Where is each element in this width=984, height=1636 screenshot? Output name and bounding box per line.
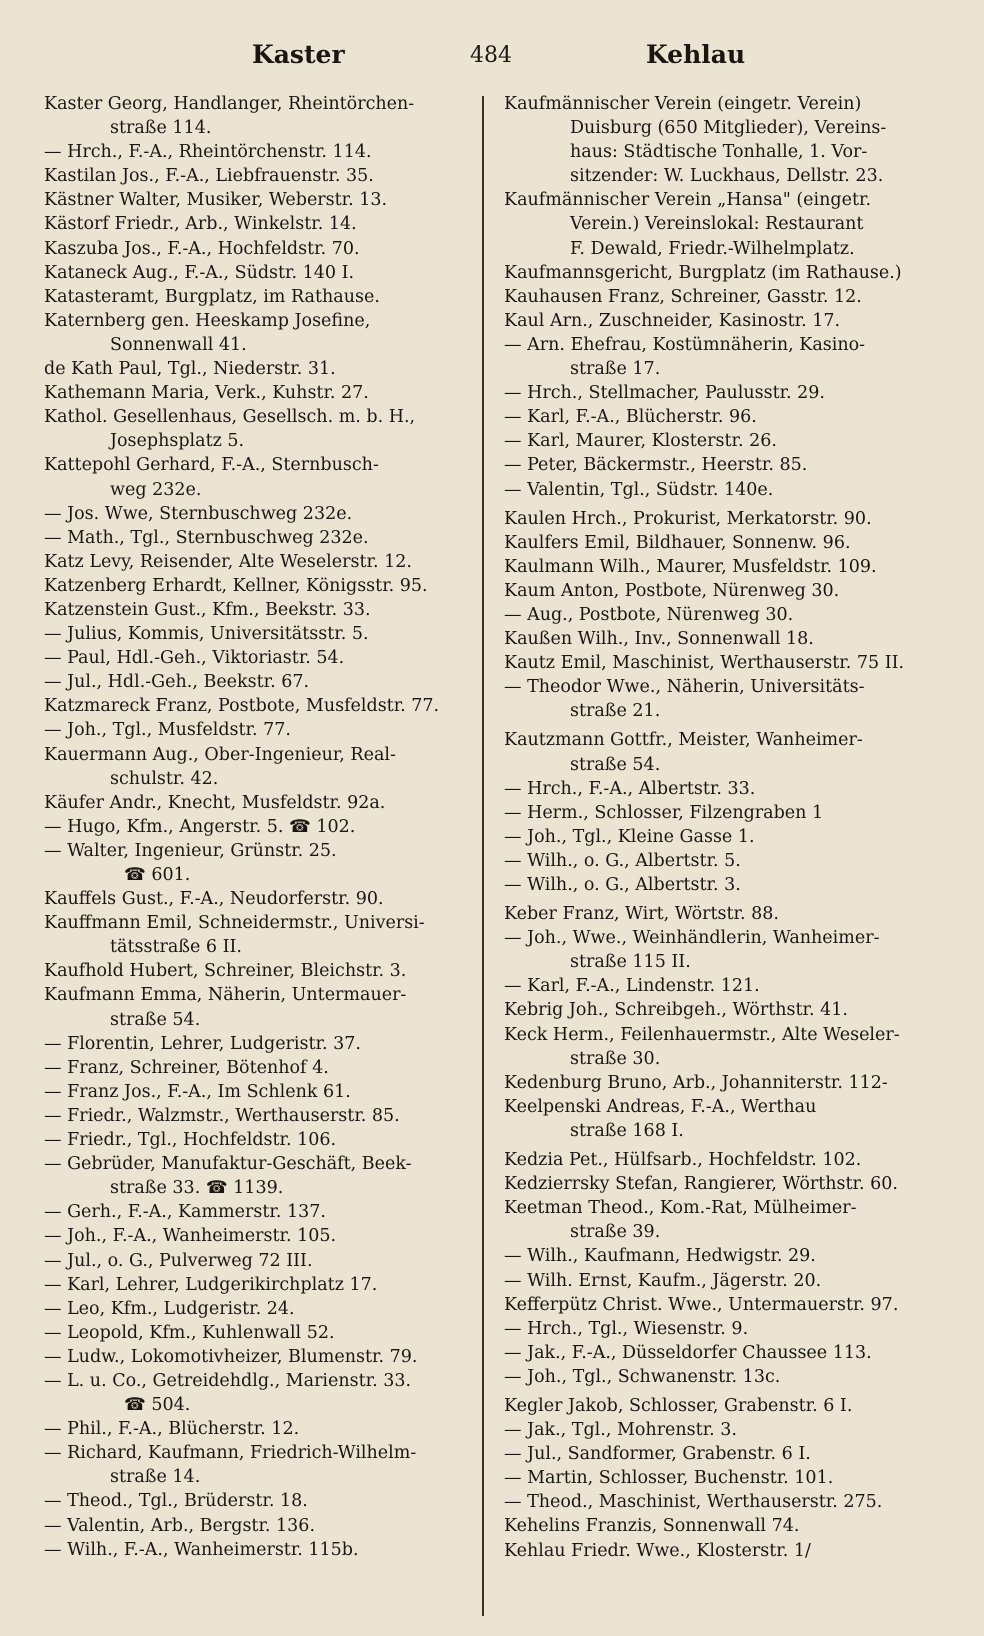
column-divider	[482, 96, 484, 1616]
entry-line: straße 115 II.	[570, 952, 691, 973]
entry-line: Kauermann Aug., Ober-Ingenieur, Real-	[44, 744, 396, 765]
left-column	[44, 92, 476, 1562]
entry-line: Kaum Anton, Postbote, Nürenweg 30.	[504, 580, 840, 601]
entry-line: — L. u. Co., Getreidehdlg., Marienstr. 33.	[44, 1370, 412, 1391]
entry-line: — Jul., Sandformer, Grabenstr. 6 I.	[504, 1444, 811, 1465]
entry-line: Kauffels Gust., F.-A., Neudorferstr. 90.	[44, 889, 384, 910]
entry-line: Kehelins Franzis, Sonnenwall 74.	[504, 1516, 800, 1537]
entry-line: — Jul., o. G., Pulverweg 72 III.	[44, 1250, 313, 1271]
entry-line: Josephsplatz 5.	[110, 431, 245, 452]
entry-line: straße 14.	[110, 1467, 201, 1488]
entry-line: — Florentin, Lehrer, Ludgeristr. 37.	[44, 1033, 361, 1054]
entry-line: straße 168 I.	[570, 1120, 684, 1141]
entry-line: — Richard, Kaufmann, Friedrich-Wilhelm-	[44, 1443, 417, 1464]
entry-line: Kegler Jakob, Schlosser, Grabenstr. 6 I.	[504, 1395, 853, 1416]
entry-line: — Friedr., Tgl., Hochfeldstr. 106.	[44, 1130, 337, 1151]
entry-line: — Wilh., Kaufmann, Hedwigstr. 29.	[504, 1246, 816, 1267]
entry-line: straße 33. ☎ 1139.	[110, 1178, 284, 1199]
entry-line: — Hugo, Kfm., Angerstr. 5. ☎ 102.	[44, 816, 356, 837]
entry-line: Kautzmann Gottfr., Meister, Wanheimer-	[504, 730, 863, 751]
entry-line: — Wilh., o. G., Albertstr. 5.	[504, 850, 741, 871]
entry-line: — Valentin, Arb., Bergstr. 136.	[44, 1515, 316, 1536]
entry-line: Kedzia Pet., Hülfsarb., Hochfeldstr. 102.	[504, 1150, 862, 1171]
entry-line: — Wilh., o. G., Albertstr. 3.	[504, 875, 741, 895]
entry-line: Kaszuba Jos., F.-A., Hochfeldstr. 70.	[44, 238, 360, 259]
entry-line: Katernberg gen. Heeskamp Josefine,	[44, 310, 371, 331]
page-number: 484	[470, 43, 512, 68]
entry-line: — Math., Tgl., Sternbuschweg 232e.	[44, 527, 369, 548]
entry-line: Kastilan Jos., F.-A., Liebfrauenstr. 35.	[44, 166, 374, 187]
entry-line: — Karl, Lehrer, Ludgerikirchplatz 17.	[44, 1274, 378, 1295]
entry-line: Katzmareck Franz, Postbote, Musfeldstr. 77.	[44, 696, 440, 717]
entry-line: Kaußen Wilh., Inv., Sonnenwall 18.	[504, 629, 814, 650]
entry-line: — Theod., Tgl., Brüderstr. 18.	[44, 1491, 308, 1512]
entry-line: — Aug., Postbote, Nürenweg 30.	[504, 604, 794, 625]
entry-line: straße 54.	[110, 1009, 201, 1030]
entry-line: ☎ 601.	[124, 865, 191, 885]
entry-line: straße 114.	[110, 118, 212, 139]
entry-line: — Hrch., F.-A., Rheintörchenstr. 114.	[44, 142, 372, 163]
entry-line: Keelpenski Andreas, F.-A., Werthau	[504, 1096, 817, 1117]
entry-line: Katzenberg Erhardt, Kellner, Königsstr. 95.	[44, 575, 428, 596]
entry-line: Kaulmann Wilh., Maurer, Musfeldstr. 109.	[504, 556, 877, 577]
entry-line: Kathol. Gesellenhaus, Gesellsch. m. b. H.,	[44, 407, 416, 428]
entry-line: — Hrch., F.-A., Albertstr. 33.	[504, 778, 756, 799]
entry-line: Keetman Theod., Kom.-Rat, Mülheimer-	[504, 1198, 857, 1219]
entry-line: — Joh., Tgl., Musfeldstr. 77.	[44, 720, 291, 741]
entry-line: — Leopold, Kfm., Kuhlenwall 52.	[44, 1322, 335, 1343]
entry-line: Kedenburg Bruno, Arb., Johanniterstr. 112-	[504, 1072, 888, 1093]
entry-line: — Jos. Wwe, Sternbuschweg 232e.	[44, 503, 353, 524]
entry-line: Kautz Emil, Maschinist, Werthauserstr. 75 II.	[504, 653, 905, 674]
entry-line: Katz Levy, Reisender, Alte Weselerstr. 12.	[44, 551, 412, 572]
entry-line: Katasteramt, Burgplatz, im Rathause.	[44, 286, 380, 307]
entry-line: Käufer Andr., Knecht, Musfeldstr. 92a.	[44, 792, 386, 813]
entry-line: schulstr. 42.	[110, 768, 219, 789]
entry-line: Keck Herm., Feilenhauermstr., Alte Weseler-	[504, 1024, 900, 1045]
entry-line: tätsstraße 6 II.	[110, 937, 242, 958]
header-left-keyword: Kaster	[252, 40, 345, 69]
entry-line: Kauhausen Franz, Schreiner, Gasstr. 12.	[504, 286, 862, 307]
entry-line: Kathemann Maria, Verk., Kuhstr. 27.	[44, 383, 369, 404]
entry-line: Kaufmannsgericht, Burgplatz (im Rathause.)	[504, 262, 902, 283]
entry-line: Katzenstein Gust., Kfm., Beekstr. 33.	[44, 599, 371, 620]
entry-line: Sonnenwall 41.	[110, 334, 247, 355]
entry-line: sitzender: W. Luckhaus, Dellstr. 23.	[570, 166, 884, 187]
entry-line: ☎ 504.	[124, 1395, 191, 1416]
entry-line: — Gebrüder, Manufaktur-Geschäft, Beek-	[44, 1154, 412, 1175]
entry-line: Kaufhold Hubert, Schreiner, Bleichstr. 3.	[44, 961, 407, 982]
entry-line: Kebrig Joh., Schreibgeh., Wörthstr. 41.	[504, 1000, 848, 1021]
entry-line: Kehlau Friedr. Wwe., Klosterstr. 1/	[504, 1540, 811, 1561]
entry-line: weg 232e.	[110, 479, 202, 500]
right-column	[504, 92, 940, 1563]
entry-line: straße 17.	[570, 359, 661, 380]
entry-line: Kaulen Hrch., Prokurist, Merkatorstr. 90.	[504, 508, 872, 529]
entry-line: straße 21.	[570, 701, 661, 722]
entry-line: — Joh., F.-A., Wanheimerstr. 105.	[44, 1226, 337, 1247]
entry-line: straße 30.	[570, 1048, 661, 1069]
entry-line: — Joh., Wwe., Weinhändlerin, Wanheimer-	[504, 928, 880, 949]
entry-line: straße 54.	[570, 754, 661, 775]
header-right-keyword: Kehlau	[646, 40, 746, 69]
entry-line: — Wilh., F.-A., Wanheimerstr. 115b.	[44, 1539, 359, 1560]
entry-line: de Kath Paul, Tgl., Niederstr. 31.	[44, 359, 336, 380]
entry-line: straße 39.	[570, 1222, 661, 1243]
entry-line: — Arn. Ehefrau, Kostümnäherin, Kasino-	[504, 334, 866, 355]
entry-line: — Karl, Maurer, Klosterstr. 26.	[504, 431, 777, 452]
entry-line: — Herm., Schlosser, Filzengraben 1	[504, 802, 824, 823]
entry-line: — Jak., F.-A., Düsseldorfer Chaussee 113.	[504, 1342, 872, 1363]
entry-line: Kauffmann Emil, Schneidermstr., Universi-	[44, 913, 425, 934]
entry-line: — Joh., Tgl., Kleine Gasse 1.	[504, 826, 755, 847]
entry-line: haus: Städtische Tonhalle, 1. Vor-	[570, 142, 868, 163]
entry-line: — Jul., Hdl.-Geh., Beekstr. 67.	[44, 672, 310, 693]
entry-line: — Wilh. Ernst, Kaufm., Jägerstr. 20.	[504, 1270, 822, 1291]
entry-line: — Jak., Tgl., Mohrenstr. 3.	[504, 1420, 737, 1441]
entry-line: Kästner Walter, Musiker, Weberstr. 13.	[44, 190, 388, 211]
entry-line: Kaufmännischer Verein (eingetr. Verein)	[504, 94, 862, 114]
entry-line: — Franz Jos., F.-A., Im Schlenk 61.	[44, 1081, 351, 1102]
entry-line: Kaulfers Emil, Bildhauer, Sonnenw. 96.	[504, 532, 851, 553]
entry-line: Verein.) Vereinslokal: Restaurant	[570, 214, 864, 235]
entry-line: — Karl, F.-A., Blücherstr. 96.	[504, 407, 757, 428]
entry-line: — Franz, Schreiner, Bötenhof 4.	[44, 1057, 329, 1078]
entry-line: Kaufmännischer Verein „Hansa" (eingetr.	[504, 190, 872, 211]
entry-line: — Friedr., Walzmstr., Werthauserstr. 85.	[44, 1105, 400, 1126]
entry-line: — Paul, Hdl.-Geh., Viktoriastr. 54.	[44, 648, 345, 669]
entry-line: — Theodor Wwe., Näherin, Universitäts-	[504, 677, 865, 698]
entry-line: — Peter, Bäckermstr., Heerstr. 85.	[504, 455, 808, 476]
entry-line: Kaster Georg, Handlanger, Rheintörchen-	[44, 94, 415, 114]
entry-line: — Hrch., Tgl., Wiesenstr. 9.	[504, 1318, 749, 1339]
entry-line: Kedzierrsky Stefan, Rangierer, Wörthstr. 60.	[504, 1174, 898, 1195]
entry-line: — Valentin, Tgl., Südstr. 140e.	[504, 479, 774, 500]
entry-line: — Karl, F.-A., Lindenstr. 121.	[504, 976, 760, 997]
entry-line: Kaufmann Emma, Näherin, Untermauer-	[44, 985, 407, 1006]
entry-line: Kattepohl Gerhard, F.-A., Sternbusch-	[44, 455, 379, 476]
entry-line: — Walter, Ingenieur, Grünstr. 25.	[44, 840, 337, 861]
entry-line: Kataneck Aug., F.-A., Südstr. 140 I.	[44, 262, 355, 283]
entry-line: — Martin, Schlosser, Buchenstr. 101.	[504, 1468, 834, 1489]
entry-line: F. Dewald, Friedr.-Wilhelmplatz.	[570, 238, 855, 259]
entry-line: Kaul Arn., Zuschneider, Kasinostr. 17.	[504, 310, 841, 331]
entry-line: — Leo, Kfm., Ludgeristr. 24.	[44, 1298, 295, 1319]
entry-line: — Theod., Maschinist, Werthauserstr. 275.	[504, 1492, 883, 1513]
entry-line: — Ludw., Lokomotivheizer, Blumenstr. 79.	[44, 1346, 418, 1367]
entry-line: Kefferpütz Christ. Wwe., Untermauerstr. 97.	[504, 1294, 899, 1315]
entry-line: Duisburg (650 Mitglieder), Vereins-	[570, 118, 887, 139]
entry-line: — Phil., F.-A., Blücherstr. 12.	[44, 1419, 300, 1440]
entry-line: — Gerh., F.-A., Kammerstr. 137.	[44, 1202, 326, 1223]
entry-line: — Julius, Kommis, Universitätsstr. 5.	[44, 624, 369, 645]
entry-line: — Joh., Tgl., Schwanenstr. 13c.	[504, 1366, 781, 1387]
entry-line: Kästorf Friedr., Arb., Winkelstr. 14.	[44, 214, 357, 235]
entry-line: — Hrch., Stellmacher, Paulusstr. 29.	[504, 383, 825, 404]
entry-line: Keber Franz, Wirt, Wörtstr. 88.	[504, 904, 779, 925]
